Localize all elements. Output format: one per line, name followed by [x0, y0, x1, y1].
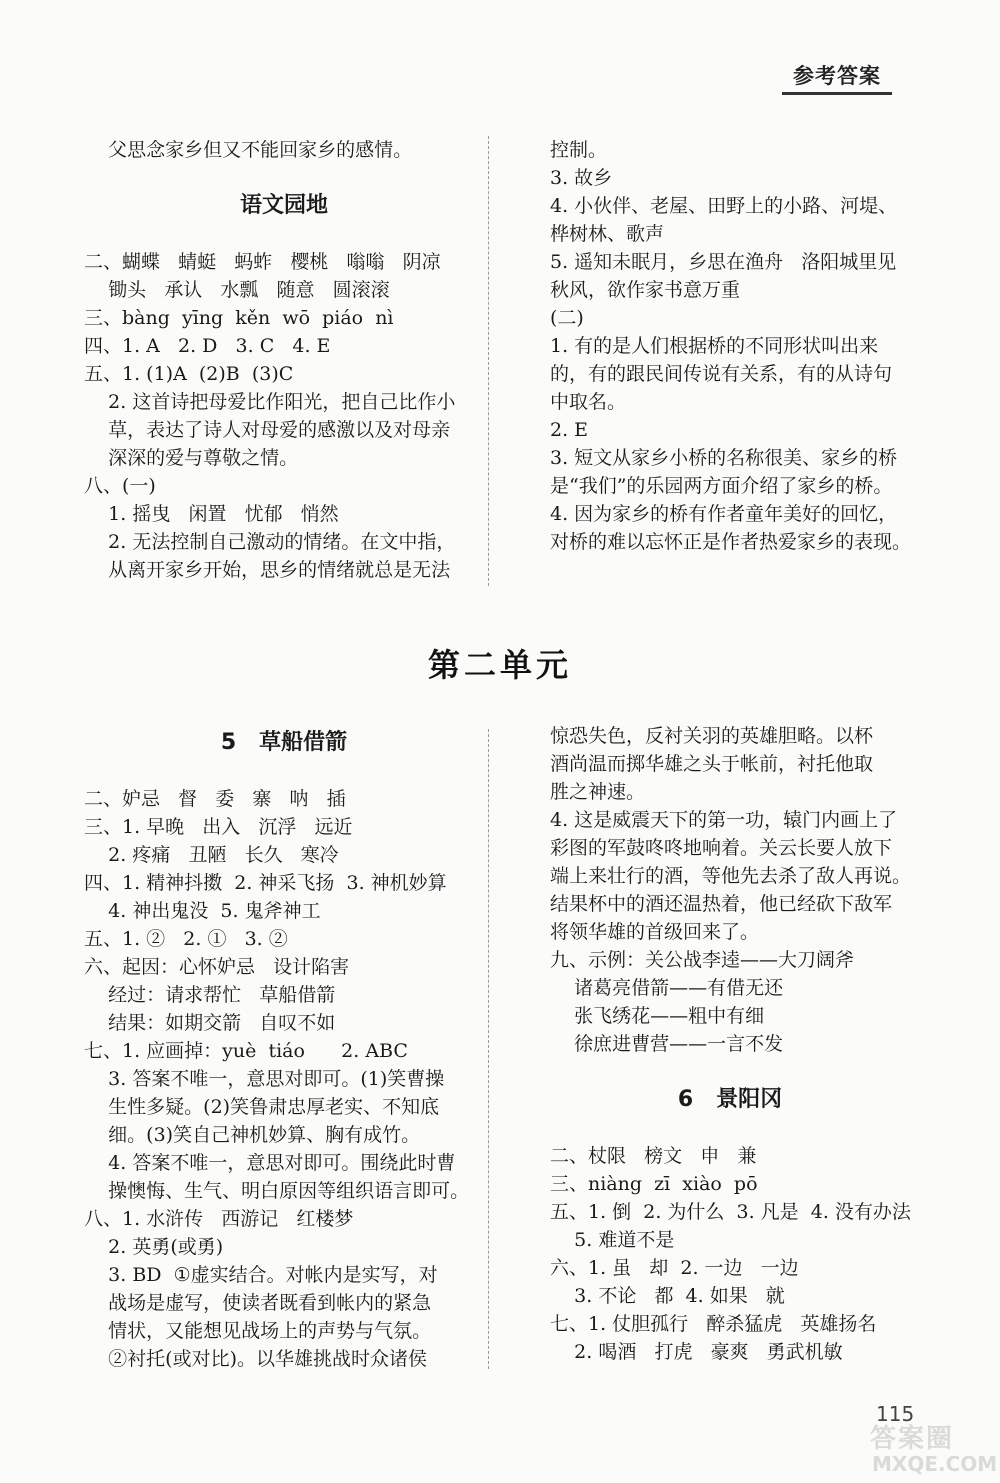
answer-line: 是“我们”的乐园两方面介绍了家乡的桥。: [550, 475, 893, 497]
answer-line: 桦树林、歌声: [550, 223, 665, 245]
answer-line: 五、1. (1)A (2)B (3)C: [84, 363, 294, 385]
running-header: 参考答案: [793, 64, 881, 88]
answer-line: [550, 1058, 910, 1086]
answer-line: 深深的爱与尊敬之情。: [84, 447, 299, 469]
answer-line: 父思念家乡但又不能回家乡的感情。: [84, 139, 413, 161]
answer-line: 二、蝴蝶 蜻蜓 蚂蚱 樱桃 嗡嗡 阴凉: [84, 251, 441, 273]
answer-line: 细。(3)笑自己神机妙算、胸有成竹。: [84, 1124, 421, 1146]
answer-line: 2. 疼痛 丑陋 长久 寒冷: [84, 844, 339, 866]
answer-line: 2. 英勇(或勇): [84, 1236, 224, 1258]
section2-right-column: [550, 722, 910, 1366]
answer-line: [84, 220, 484, 248]
answer-line: (二): [550, 307, 584, 329]
answer-line: 四、1. A 2. D 3. C 4. E: [84, 335, 331, 357]
answer-line: 情状，又能想见战场上的声势与气氛。: [84, 1320, 432, 1342]
answer-line: 1. 摇曳 闲置 忧郁 悄然: [84, 503, 339, 525]
answer-line: 将领华雄的首级回来了。: [550, 921, 760, 943]
answer-line: 张飞绣花——粗中有细: [550, 1005, 765, 1027]
answer-line: 八、(一): [84, 475, 156, 497]
answer-line: [84, 164, 484, 192]
answer-line: 3. 故乡: [550, 167, 613, 189]
answer-line: 结果杯中的酒还温热着，他已经砍下敌军: [550, 893, 893, 915]
answer-line: 3. 短文从家乡小桥的名称很美、家乡的桥: [550, 447, 898, 469]
answer-line: 端上来壮行的酒，等他先去杀了敌人再说。: [550, 865, 912, 887]
column-divider: [488, 136, 489, 586]
answer-line: 二、妒忌 督 委 寨 呐 插: [84, 788, 346, 810]
answer-line: 惊恐失色，反衬关羽的英雄胆略。以杯: [550, 725, 874, 747]
answer-line: 3. BD ①虚实结合。对帐内是实写，对: [84, 1264, 438, 1286]
answer-line: 操懊悔、生气、明白原因等组织语言即可。: [84, 1180, 470, 1202]
answer-line: 控制。: [550, 139, 608, 161]
answer-line: 战场是虚写，使读者既看到帐内的紧急: [84, 1292, 432, 1314]
answer-line: [550, 1114, 910, 1142]
answer-line: 3. 答案不唯一，意思对即可。(1)笑曹操: [84, 1068, 445, 1090]
answer-line: 结果：如期交箭 自叹不如: [84, 1012, 336, 1034]
section-heading: 5 草船借箭: [220, 730, 348, 755]
header-rule: [782, 92, 892, 95]
page-number: 115: [876, 1402, 915, 1426]
answer-line: 锄头 承认 水瓢 随意 圆滚滚: [84, 279, 390, 301]
answer-line: 八、1. 水浒传 西游记 红楼梦: [84, 1208, 354, 1230]
answer-line: 4. 因为家乡的桥有作者童年美好的回忆，: [550, 503, 898, 525]
answer-line: 5. 难道不是: [550, 1229, 675, 1251]
section1-right-column: [550, 136, 910, 556]
answer-line: 生性多疑。(2)笑鲁肃忠厚老实、不知底: [84, 1096, 440, 1118]
answer-line: 的，有的跟民间传说有关系，有的从诗句: [550, 363, 893, 385]
answer-line: 七、1. 仗胆孤行 醉杀猛虎 英雄扬名: [550, 1313, 877, 1335]
answer-line: 4. 这是威震天下的第一功，辕门内画上了: [550, 809, 898, 831]
answer-line: 诸葛亮借箭——有借无还: [550, 977, 784, 999]
watermark-url: MXQE.COM: [872, 1452, 998, 1476]
answer-line: 3. 不论 都 4. 如果 就: [550, 1285, 785, 1307]
answer-line: 4. 小伙伴、老屋、田野上的小路、河堤、: [550, 195, 898, 217]
answer-line: 九、示例：关公战李逵——大刀阔斧: [550, 949, 855, 971]
answer-line: 1. 有的是人们根据桥的不同形状叫出来: [550, 335, 879, 357]
answer-line: 三、niàng zī xiào pō: [550, 1173, 758, 1195]
answer-line: 2. 喝酒 打虎 豪爽 勇武机敏: [550, 1341, 843, 1363]
answer-line: 六、起因：心怀妒忌 设计陷害: [84, 956, 350, 978]
answer-line: 2. 这首诗把母爱比作阳光，把自己比作小: [84, 391, 456, 413]
watermark-logo: 答案圈: [870, 1424, 955, 1454]
answer-line: 中取名。: [550, 391, 627, 413]
answer-line: 三、bàng yīng kěn wō piáo nì: [84, 307, 394, 329]
answer-line: 胜之神速。: [550, 781, 646, 803]
column-divider: [488, 729, 489, 1369]
answer-line: 经过：请求帮忙 草船借箭: [84, 984, 336, 1006]
answer-line: 秋风，欲作家书意万重: [550, 279, 741, 301]
answer-line: 草，表达了诗人对母爱的感激以及对母亲: [84, 419, 451, 441]
answer-line: 4. 答案不唯一，意思对即可。围绕此时曹: [84, 1152, 456, 1174]
answer-line: 徐庶进曹营——一言不发: [550, 1033, 784, 1055]
answer-line: 四、1. 精神抖擞 2. 神采飞扬 3. 神机妙算: [84, 872, 447, 894]
answer-line: 五、1. ② 2. ① 3. ②: [84, 928, 288, 950]
answer-line: 4. 神出鬼没 5. 鬼斧神工: [84, 900, 321, 922]
answer-line: 2. E: [550, 419, 589, 441]
answer-line: 5. 遥知未眠月，乡思在渔舟 洛阳城里见: [550, 251, 897, 273]
section2-left-column: [84, 729, 484, 1373]
answer-line: 2. 无法控制自己激动的情绪。在文中指，: [84, 531, 456, 553]
answer-line: 三、1. 早晚 出入 沉浮 远近: [84, 816, 353, 838]
answer-line: ②衬托(或对比)。以华雄挑战时众诸侯: [84, 1348, 427, 1370]
answer-line: 六、1. 虽 却 2. 一边 一边: [550, 1257, 799, 1279]
answer-line: 彩图的军鼓咚咚地响着。关云长要人放下: [550, 837, 893, 859]
answer-line: 七、1. 应画掉：yuè tiáo 2. ABC: [84, 1040, 408, 1062]
section-heading: 语文园地: [239, 193, 328, 218]
unit-title: 第二单元: [427, 646, 572, 684]
answer-line: 二、杖限 榜文 申 兼: [550, 1145, 757, 1167]
answer-line: 五、1. 倒 2. 为什么 3. 凡是 4. 没有办法: [550, 1201, 911, 1223]
answer-line: 对桥的难以忘怀正是作者热爱家乡的表现。: [550, 531, 912, 553]
answer-line: [84, 757, 484, 785]
answer-line: 从离开家乡开始，思乡的情绪就总是无法: [84, 559, 451, 581]
answer-line: 酒尚温而掷华雄之头于帐前，衬托他取: [550, 753, 874, 775]
section-heading: 6 景阳冈: [677, 1087, 783, 1112]
section1-left-column: [84, 136, 484, 584]
